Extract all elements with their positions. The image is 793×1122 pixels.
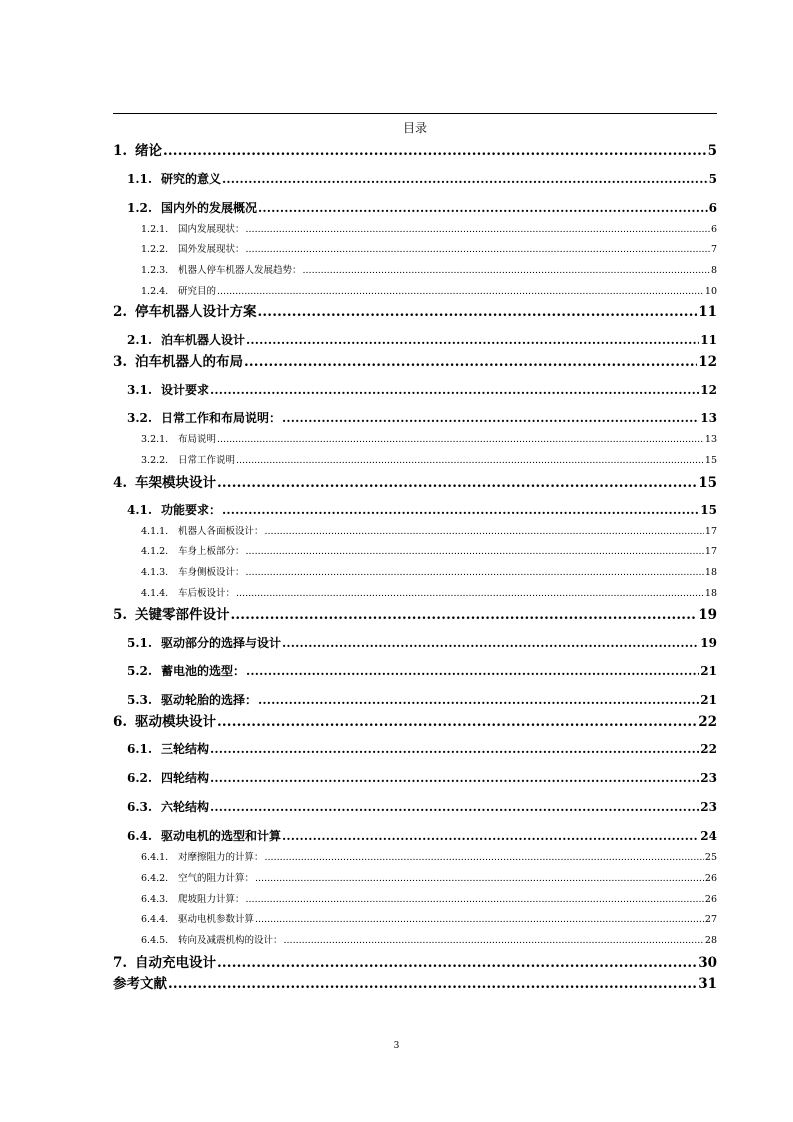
toc-entry-number: 6.	[113, 714, 128, 730]
toc-dot-leader	[258, 303, 698, 321]
toc-entry-title: 机器人各面板设计：	[178, 526, 264, 537]
toc-entry-number: 1.2.2.	[141, 244, 169, 255]
toc-entry-number: 4.1.	[127, 503, 153, 517]
toc-entry[interactable]	[113, 893, 717, 906]
toc-entry[interactable]	[113, 382, 717, 398]
toc-entry[interactable]	[113, 635, 717, 651]
toc-entry-number: 3.2.	[127, 411, 153, 425]
toc-entry[interactable]	[113, 353, 717, 371]
toc-dot-leader	[244, 353, 697, 371]
toc-entry-title: 驱动电机的选型和计算	[161, 829, 282, 843]
toc-entry-page: 11	[698, 304, 717, 320]
toc-entry-page: 31	[698, 976, 717, 992]
toc-entry-number: 3.2.2.	[141, 455, 169, 466]
toc-entry-title: 参考文献	[113, 976, 167, 992]
toc-entry-page: 12	[700, 383, 717, 397]
toc-entry[interactable]	[113, 142, 717, 160]
toc-entry-number: 4.1.1.	[141, 526, 169, 537]
toc-entry-page: 15	[700, 503, 717, 517]
toc-entry-number: 3.1.	[127, 383, 153, 397]
toc-entry-number: 6.1.	[127, 742, 153, 756]
toc-entry-title: 泊车机器人设计	[161, 333, 246, 347]
toc-entry[interactable]	[113, 474, 717, 492]
toc-entry-title: 转向及减震机构的设计：	[178, 935, 283, 946]
toc-entry-page: 25	[704, 852, 717, 863]
toc-entry[interactable]	[113, 851, 717, 864]
toc-entry-number: 6.2.	[127, 771, 153, 785]
toc-entry-page: 24	[700, 829, 717, 843]
toc-dot-leader	[246, 893, 704, 906]
toc-entry-number: 4.1.2.	[141, 546, 169, 557]
toc-dot-leader	[210, 770, 699, 786]
toc-entry-title: 三轮结构	[161, 742, 210, 756]
toc-dot-leader	[163, 142, 707, 160]
toc-entry-title: 设计要求	[161, 383, 210, 397]
toc-dot-leader	[210, 799, 699, 815]
toc-entry-number: 6.4.2.	[141, 873, 169, 884]
toc-entry-title: 国内外的发展概况	[161, 201, 258, 215]
toc-entry-page: 12	[698, 354, 717, 370]
toc-entry-number: 3.2.1.	[141, 434, 169, 445]
toc-entry-page: 7	[710, 244, 717, 255]
toc-entry-title: 关键零部件设计	[135, 607, 230, 623]
toc-entry-title: 研究目的	[178, 286, 217, 297]
toc-entry-number: 7.	[113, 955, 128, 971]
toc-dot-leader	[282, 635, 699, 651]
toc-entry-page: 23	[700, 771, 717, 785]
toc-entry-page: 6	[710, 224, 717, 235]
toc-dot-leader	[246, 545, 704, 558]
toc-entry-number: 6.4.3.	[141, 894, 169, 905]
toc-entry-title: 研究的意义	[161, 172, 222, 186]
toc-entry-title: 机器人停车机器人发展趋势：	[178, 265, 302, 276]
toc-entry-page: 22	[698, 714, 717, 730]
toc-entry-title: 日常工作和布局说明：	[161, 411, 282, 425]
toc-dot-leader	[210, 741, 699, 757]
toc-entry-title: 驱动轮胎的选择：	[161, 693, 258, 707]
toc-dot-leader	[210, 382, 699, 398]
toc-entry-page: 18	[704, 567, 717, 578]
toc-entry-number: 6.4.5.	[141, 935, 169, 946]
toc-entry-title: 布局说明	[178, 434, 217, 445]
toc-entry-title: 六轮结构	[161, 800, 210, 814]
toc-dot-leader	[222, 171, 708, 187]
toc-entry[interactable]	[113, 872, 717, 885]
toc-entry-number: 5.2.	[127, 664, 153, 678]
toc-dot-leader	[246, 223, 710, 236]
toc-entry[interactable]	[113, 332, 717, 348]
toc-entry-page: 21	[700, 664, 717, 678]
toc-entry-number: 4.1.4.	[141, 588, 169, 599]
toc-entry-page: 11	[700, 333, 717, 347]
toc-entry-page: 15	[704, 455, 717, 466]
toc-entry-page: 17	[704, 546, 717, 557]
toc-entry-title: 车后板设计：	[178, 588, 236, 599]
toc-entry-page: 21	[700, 693, 717, 707]
toc-entry[interactable]	[113, 454, 717, 467]
toc-dot-leader	[255, 913, 704, 926]
toc-entry-number: 1.2.3.	[141, 265, 169, 276]
toc-entry[interactable]	[113, 223, 717, 236]
toc-entry[interactable]	[113, 171, 717, 187]
toc-entry-page: 8	[710, 265, 717, 276]
toc-entry-title: 国外发展现状：	[178, 244, 245, 255]
toc-entry-number: 6.4.	[127, 829, 153, 843]
toc-dot-leader	[217, 954, 697, 972]
toc-dot-leader	[255, 872, 704, 885]
toc-entry-page: 26	[704, 894, 717, 905]
toc-dot-leader	[168, 975, 697, 993]
toc-entry[interactable]	[113, 663, 717, 679]
toc-entry-number: 2.	[113, 304, 128, 320]
toc-entry-title: 对摩擦阻力的计算：	[178, 852, 264, 863]
toc-dot-leader	[265, 525, 704, 538]
toc-entry[interactable]	[113, 264, 717, 277]
toc-entry-page: 15	[698, 475, 717, 491]
toc-entry-page: 13	[700, 411, 717, 425]
toc-entry-page: 5	[707, 143, 717, 159]
toc-entry-title: 日常工作说明	[178, 455, 236, 466]
toc-entry[interactable]	[113, 285, 717, 298]
toc-entry[interactable]	[113, 502, 717, 518]
toc-entry-page: 10	[704, 286, 717, 297]
toc-entry[interactable]	[113, 828, 717, 844]
toc-dot-leader	[231, 606, 698, 624]
toc-entry-title: 泊车机器人的布局	[135, 354, 243, 370]
toc-entry-title: 停车机器人设计方案	[135, 304, 257, 320]
toc-entry[interactable]	[113, 410, 717, 426]
toc-entry[interactable]	[113, 975, 717, 993]
toc-entry[interactable]	[113, 799, 717, 815]
toc-entry[interactable]	[113, 525, 717, 538]
toc-entry[interactable]	[113, 303, 717, 321]
toc-dot-leader	[246, 243, 710, 256]
toc-dot-leader	[258, 200, 708, 216]
toc-entry-page: 22	[700, 742, 717, 756]
toc-entry-title: 爬坡阻力计算：	[178, 894, 245, 905]
toc-entry[interactable]	[113, 770, 717, 786]
toc-entry-title: 蓄电池的选型：	[161, 664, 246, 678]
toc-entry-title: 绪论	[135, 143, 162, 159]
toc-entry-title: 空气的阻力计算：	[178, 873, 255, 884]
toc-dot-leader	[258, 692, 699, 708]
toc-entry-title: 功能要求：	[161, 503, 222, 517]
toc-entry-page: 19	[698, 607, 717, 623]
toc-entry-number: 1.2.1.	[141, 224, 169, 235]
toc-entry-page: 23	[700, 800, 717, 814]
toc-entry-page: 18	[704, 588, 717, 599]
toc-entry-page: 30	[698, 955, 717, 971]
toc-dot-leader	[265, 851, 704, 864]
toc-dot-leader	[303, 264, 710, 277]
toc-dot-leader	[236, 454, 704, 467]
toc-entry-title: 四轮结构	[161, 771, 210, 785]
toc-entry-number: 6.4.4.	[141, 914, 169, 925]
toc-dot-leader	[217, 285, 704, 298]
toc-entry-title: 自动充电设计	[135, 955, 216, 971]
toc-dot-leader	[246, 566, 704, 579]
toc-entry[interactable]	[113, 713, 717, 731]
toc-dot-leader	[246, 332, 699, 348]
toc-entry-title: 车身上板部分：	[178, 546, 245, 557]
toc-entry[interactable]	[113, 954, 717, 972]
toc-entry-number: 3.	[113, 354, 128, 370]
toc-entry-page: 27	[704, 914, 717, 925]
toc-entry-page: 6	[708, 201, 717, 215]
toc-entry-title: 驱动部分的选择与设计	[161, 636, 282, 650]
toc-entry[interactable]	[113, 587, 717, 600]
toc-dot-leader	[282, 410, 699, 426]
toc-entry-title: 驱动模块设计	[135, 714, 216, 730]
toc-entry-number: 1.2.	[127, 201, 153, 215]
toc-title: 目录	[402, 121, 427, 135]
toc-dot-leader	[217, 474, 697, 492]
toc-entry[interactable]	[113, 606, 717, 624]
toc-entry-number: 5.3.	[127, 693, 153, 707]
toc-entry[interactable]	[113, 566, 717, 579]
header-rule	[113, 113, 717, 114]
toc-entry-number: 6.4.1.	[141, 852, 169, 863]
toc-entry-number: 2.1.	[127, 333, 153, 347]
toc-entry[interactable]	[113, 934, 717, 947]
toc-dot-leader	[282, 828, 699, 844]
toc-dot-leader	[217, 433, 704, 446]
toc-entry-title: 国内发展现状：	[178, 224, 245, 235]
toc-entry[interactable]	[113, 433, 717, 446]
toc-entry-page: 17	[704, 526, 717, 537]
toc-entry-number: 5.1.	[127, 636, 153, 650]
toc-dot-leader	[246, 663, 699, 679]
toc-entry-title: 车身侧板设计：	[178, 567, 245, 578]
toc-entry-page: 26	[704, 873, 717, 884]
toc-dot-leader	[222, 502, 699, 518]
toc-entry[interactable]	[113, 741, 717, 757]
toc-entry-page: 19	[700, 636, 717, 650]
toc-entry[interactable]	[113, 545, 717, 558]
toc-entry-number: 6.3.	[127, 800, 153, 814]
toc-entry-number: 5.	[113, 607, 128, 623]
toc-entry-title: 驱动电机参数计算	[178, 914, 255, 925]
toc-entry[interactable]	[113, 200, 717, 216]
toc-entry-title: 车架模块设计	[135, 475, 216, 491]
toc-entry-number: 4.1.3.	[141, 567, 169, 578]
page-number: 3	[393, 1041, 400, 1051]
toc-entry-number: 4.	[113, 475, 128, 491]
toc-entry[interactable]	[113, 913, 717, 926]
toc-dot-leader	[217, 713, 697, 731]
toc-entry-number: 1.2.4.	[141, 286, 169, 297]
toc-dot-leader	[236, 587, 704, 600]
toc-entry-number: 1.1.	[127, 172, 153, 186]
toc-entry-page: 28	[704, 935, 717, 946]
toc-entry[interactable]	[113, 243, 717, 256]
toc-dot-leader	[284, 934, 704, 947]
toc-entry-number: 1.	[113, 143, 128, 159]
toc-entry[interactable]	[113, 692, 717, 708]
toc-entry-page: 13	[704, 434, 717, 445]
toc-entry-page: 5	[708, 172, 717, 186]
